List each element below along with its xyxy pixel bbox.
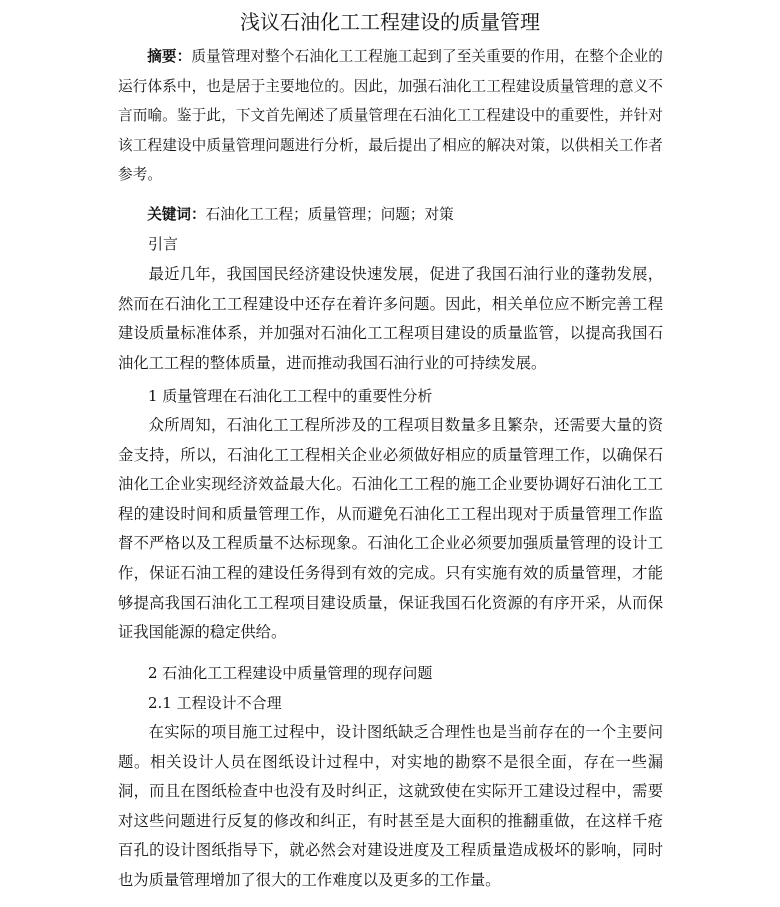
section2-1-paragraph: 在实际的项目施工过程中，设计图纸缺乏合理性也是当前存在的一个主要问题。相关设计人员在图纸设计过程中，对实地的勘察不是很全面，存在一些漏洞，而且在图纸检查中也没有及时纠正，这就致使在实际开工建设过程中，需要对这些问题进行反复的修改和纠正，有时甚至是大面积的推翻重做，在这样千疮百孔的设计图纸指导下，就必然会对建设进度及工程质量造成极坏的影响，同时也为质量管理增加了很大的工作难度以及更多的工作量。	[118, 723, 663, 889]
abstract-text: 质量管理对整个石油化工工程施工起到了至关重要的作用，在整个企业的运行体系中，也是居于主要地位的。因此，加强石油化工工程建设质量管理的意义不言而喻。鉴于此，下文首先阐述了质量管理在石油化工工程建设中的重要性，并针对该工程建设中质量管理问题进行分析，最后提出了相应的解决对策，以供相关工作者参考。	[118, 48, 663, 184]
intro-heading: 引言	[148, 235, 179, 253]
section2-heading: 2 石油化工工程建设中质量管理的现存问题	[148, 664, 433, 682]
abstract-label: 摘要：	[147, 48, 192, 65]
keywords-label: 关键词：	[147, 206, 206, 223]
abstract	[118, 42, 663, 190]
section1-paragraph: 众所周知，石油化工工程所涉及的工程项目数量多且繁杂，还需要大量的资金支持，所以，石油化工工程相关企业必须做好相应的质量管理工作，以确保石油化工企业实现经济效益最大化。石油化工工程的施工企业要协调好石油化工工程的建设时间和质量管理工作，从而避免石油化工工程出现对于质量管理工作监督不严格以及工程质量不达标现象。石油化工企业必须要加强质量管理的设计工作，保证石油工程的建设任务得到有效的完成。只有实施有效的质量管理，才能够提高我国石油化工工程项目建设质量，保证我国石化资源的有序开采，从而保证我国能源的稳定供给。	[118, 416, 663, 642]
keywords-text: 石油化工工程；质量管理；问题；对策	[205, 206, 454, 223]
section2-1-heading: 2.1 工程设计不合理	[148, 694, 282, 712]
keywords	[118, 200, 663, 230]
document-title: 浅议石油化工工程建设的质量管理	[240, 10, 540, 34]
section1-heading: 1 质量管理在石油化工工程中的重要性分析	[148, 387, 433, 405]
intro-paragraph: 最近几年，我国国民经济建设快速发展，促进了我国石油行业的蓬勃发展，然而在石油化工工程建设中还存在着许多问题。因此，相关单位应不断完善工程建设质量标准体系，并加强对石油化工工程项目建设的质量监管，以提高我国石油化工工程的整体质量，进而推动我国石油行业的可持续发展。	[118, 265, 663, 372]
